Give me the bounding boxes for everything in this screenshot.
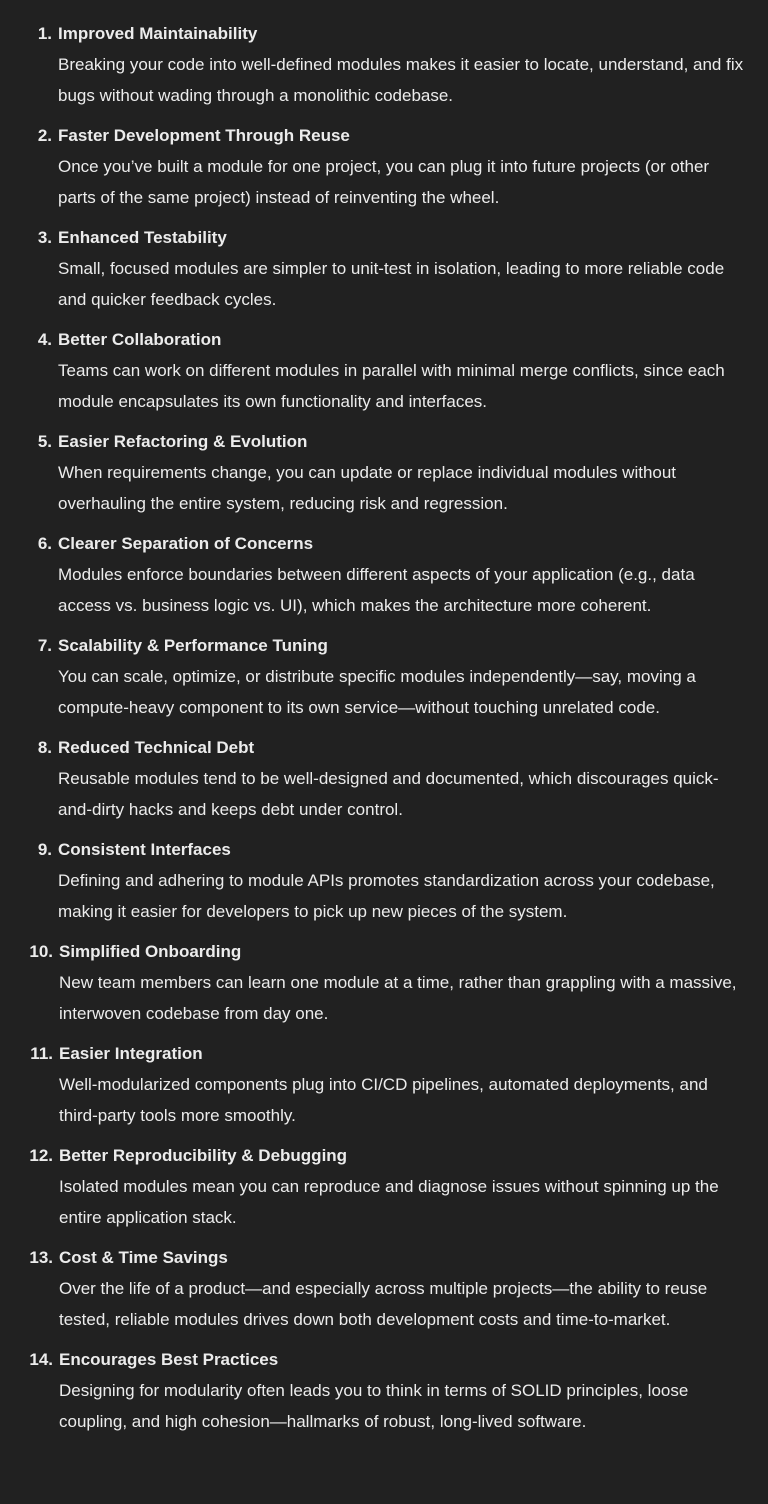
list-item xyxy=(0,325,744,417)
item-description: Isolated modules mean you can reproduce and diagnose issues without spinning up the entire application stack. xyxy=(59,1177,719,1227)
item-description: You can scale, optimize, or distribute specific modules independently—say, moving a compute-heavy component to its own service—without touching unrelated code. xyxy=(58,667,696,717)
item-content xyxy=(59,1243,744,1335)
item-number: 11. xyxy=(30,1044,53,1063)
list-item xyxy=(0,1039,744,1131)
item-description: Well-modularized components plug into CI/CD pipelines, automated deployments, and third-party tools more smoothly. xyxy=(59,1075,708,1125)
list-item xyxy=(0,1141,744,1233)
item-title: Scalability & Performance Tuning xyxy=(58,636,328,655)
item-title: Encourages Best Practices xyxy=(59,1350,279,1369)
item-number: 12. xyxy=(29,1146,53,1165)
item-title: Clearer Separation of Concerns xyxy=(58,534,314,553)
item-content xyxy=(58,121,744,213)
item-number: 7. xyxy=(37,636,52,655)
item-number: 3. xyxy=(37,228,52,247)
item-content xyxy=(58,835,744,927)
item-title: Better Reproducibility & Debugging xyxy=(59,1146,348,1165)
list-item xyxy=(0,19,744,111)
list-item xyxy=(0,733,744,825)
list-item xyxy=(0,1345,744,1437)
item-number: 1. xyxy=(37,24,52,43)
item-number: 5. xyxy=(37,432,52,451)
item-number: 13. xyxy=(29,1248,53,1267)
item-description: Over the life of a product—and especially across multiple projects—the ability to reuse tested, reliable modules drives down both development costs and time-to-market. xyxy=(59,1279,708,1329)
item-title: Better Collaboration xyxy=(58,330,222,349)
list-item xyxy=(0,223,744,315)
item-content xyxy=(58,631,744,723)
item-description: Designing for modularity often leads you to think in terms of SOLID principles, loose coupling, and high cohesion—hallmarks of robust, long-lived software. xyxy=(59,1381,689,1431)
list-item xyxy=(0,1243,744,1335)
item-number: 14. xyxy=(29,1350,53,1369)
item-content xyxy=(58,427,744,519)
item-content xyxy=(59,1039,744,1131)
item-title: Reduced Technical Debt xyxy=(58,738,255,757)
item-description: When requirements change, you can update or replace individual modules without overhauling the entire system, reducing risk and regression. xyxy=(58,463,677,513)
item-description: New team members can learn one module at a time, rather than grappling with a massive, interwoven codebase from day one. xyxy=(59,973,737,1023)
item-number: 9. xyxy=(37,840,52,859)
item-description: Modules enforce boundaries between different aspects of your application (e.g., data access vs. business logic vs. UI), which makes the architecture more coherent. xyxy=(58,565,695,615)
item-content xyxy=(58,325,744,417)
item-content xyxy=(59,1141,744,1233)
item-description: Defining and adhering to module APIs promotes standardization across your codebase, making it easier for developers to pick up new pieces of the system. xyxy=(58,871,715,921)
list-item xyxy=(0,631,744,723)
list-item xyxy=(0,835,744,927)
item-title: Improved Maintainability xyxy=(58,24,258,43)
item-content xyxy=(58,19,744,111)
item-number: 2. xyxy=(37,126,52,145)
item-title: Easier Integration xyxy=(59,1044,203,1063)
item-content xyxy=(58,529,744,621)
item-content xyxy=(58,733,744,825)
item-description: Small, focused modules are simpler to unit-test in isolation, leading to more reliable code and quicker feedback cycles. xyxy=(58,259,725,309)
item-number: 10. xyxy=(29,942,53,961)
list-item xyxy=(0,121,744,213)
item-description: Once you’ve built a module for one project, you can plug it into future projects (or other parts of the same project) instead of reinventing the wheel. xyxy=(58,157,710,207)
item-number: 4. xyxy=(37,330,52,349)
item-number: 8. xyxy=(37,738,52,757)
item-title: Consistent Interfaces xyxy=(58,840,231,859)
item-description: Teams can work on different modules in parallel with minimal merge conflicts, since each module encapsulates its own functionality and interfaces. xyxy=(58,361,725,411)
item-title: Cost & Time Savings xyxy=(59,1248,228,1267)
item-number: 6. xyxy=(37,534,52,553)
list-item xyxy=(0,937,744,1029)
list-item xyxy=(0,427,744,519)
item-description: Breaking your code into well-defined modules makes it easier to locate, understand, and fix bugs without wading through a monolithic codebase. xyxy=(58,55,744,105)
item-content xyxy=(59,937,744,1029)
list-item xyxy=(0,529,744,621)
item-content xyxy=(58,223,744,315)
item-title: Simplified Onboarding xyxy=(59,942,242,961)
item-content xyxy=(59,1345,744,1437)
item-description: Reusable modules tend to be well-designed and documented, which discourages quick-and-dirty hacks and keeps debt under control. xyxy=(58,769,719,819)
item-title: Faster Development Through Reuse xyxy=(58,126,350,145)
item-title: Enhanced Testability xyxy=(58,228,227,247)
item-title: Easier Refactoring & Evolution xyxy=(58,432,308,451)
